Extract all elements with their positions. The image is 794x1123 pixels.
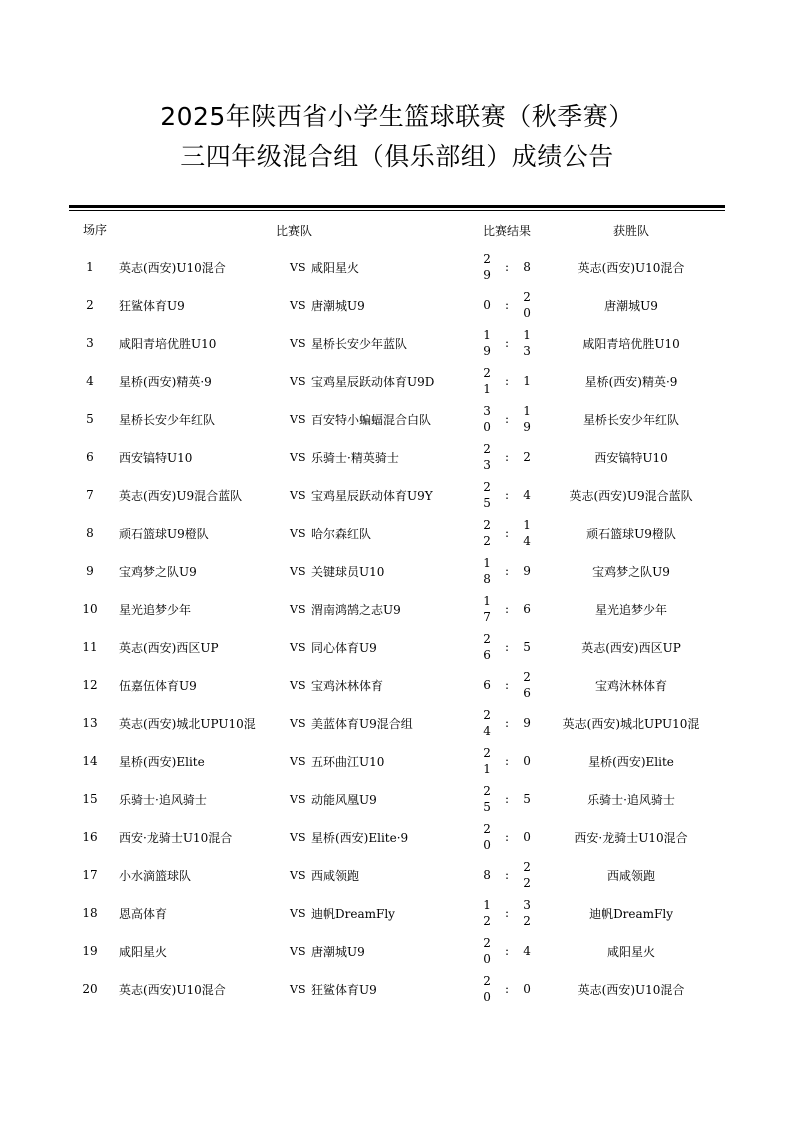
away-team: 关键球员U10 [311,564,385,579]
match-number: 11 [82,640,98,654]
home-score: 30 [483,404,491,434]
results-body [69,248,725,1008]
home-team: 恩高体育 [119,906,168,921]
vs-label: VS [290,602,306,616]
score-separator: : [504,412,510,426]
away-team: 狂鲨体育U9 [311,982,377,997]
table-row [69,742,725,780]
away-score: 20 [523,290,531,320]
score-separator: : [504,450,510,464]
score-separator: : [504,336,510,350]
away-score: 0 [523,830,531,844]
away-score: 13 [523,328,531,358]
home-score: 22 [483,518,491,548]
away-team: 同心体育U9 [311,640,377,655]
away-score: 19 [523,404,531,434]
score-separator: : [504,678,510,692]
match-number: 9 [86,564,94,578]
away-score: 4 [523,944,531,958]
home-team: 顽石篮球U9橙队 [119,526,209,541]
away-team: 唐潮城U9 [311,298,365,313]
header-index-label: 场序 [83,223,108,237]
vs-label: VS [290,336,306,350]
away-team: 哈尔森红队 [311,526,372,541]
match-number: 13 [82,716,98,730]
home-score: 25 [483,784,491,814]
winner-team: 英志(西安)城北UPU10混 [562,716,700,731]
table-row [69,894,725,932]
winner-team: 星光追梦少年 [595,602,668,617]
winner-team: 咸阳星火 [607,944,656,959]
away-score: 22 [523,860,531,890]
vs-label: VS [290,868,306,882]
home-team: 狂鲨体育U9 [119,298,185,313]
home-score: 19 [483,328,491,358]
score-separator: : [504,564,510,578]
home-team: 英志(西安)西区UP [119,640,219,655]
home-score: 20 [483,936,491,966]
away-team: 唐潮城U9 [311,944,365,959]
vs-label: VS [290,830,306,844]
winner-team: 宝鸡梦之队U9 [592,564,670,579]
away-team: 西咸领跑 [311,868,360,883]
away-team: 迪帆DreamFly [311,906,395,921]
home-score: 20 [483,822,491,852]
home-team: 星桥长安少年红队 [119,412,216,427]
match-number: 10 [82,602,98,616]
header-rule-thin [69,210,725,211]
table-row [69,362,725,400]
home-team: 星桥(西安)精英·9 [119,374,212,389]
away-score: 0 [523,754,531,768]
vs-label: VS [290,526,306,540]
table-row [69,514,725,552]
away-score: 1 [523,374,531,388]
score-separator: : [504,526,510,540]
match-number: 7 [86,488,94,502]
home-score: 18 [483,556,491,586]
home-team: 乐骑士·追风骑士 [119,792,207,807]
match-number: 4 [86,374,94,388]
vs-label: VS [290,716,306,730]
away-team: 乐骑士·精英骑士 [311,450,399,465]
table-row [69,628,725,666]
away-team: 宝鸡星辰跃动体育U9D [311,374,435,389]
home-team: 西安镐特U10 [119,450,193,465]
table-row [69,552,725,590]
score-separator: : [504,906,510,920]
match-number: 17 [82,868,98,882]
score-separator: : [504,792,510,806]
score-separator: : [504,982,510,996]
table-row [69,704,725,742]
home-score: 0 [483,298,491,312]
header-rule-thick [69,205,725,208]
page-subtitle: 三四年级混合组（俱乐部组）成绩公告 [180,142,614,171]
away-score: 2 [523,450,531,464]
header-result: 比赛结果 [483,223,532,238]
away-score: 8 [523,260,531,274]
match-number: 5 [86,412,94,426]
winner-team: 顽石篮球U9橙队 [586,526,676,541]
away-team: 咸阳星火 [311,260,360,275]
table-row [69,970,725,1008]
vs-label: VS [290,944,306,958]
home-score: 23 [483,442,491,472]
winner-team: 星桥(西安)Elite [588,754,674,769]
winner-team: 星桥(西安)精英·9 [584,374,678,389]
away-team: 星桥(西安)Elite·9 [311,830,409,845]
table-row [69,400,725,438]
vs-label: VS [290,792,306,806]
vs-label: VS [290,754,306,768]
score-separator: : [504,716,510,730]
home-score: 21 [483,746,491,776]
home-score: 8 [483,868,491,882]
home-score: 26 [483,632,491,662]
home-team: 西安·龙骑士U10混合 [119,830,233,845]
home-team: 英志(西安)城北UPU10混 [119,716,256,731]
vs-label: VS [290,488,306,502]
away-team: 星桥长安少年蓝队 [311,336,408,351]
table-row [69,780,725,818]
vs-label: VS [290,412,306,426]
away-team: 百安特小蝙蝠混合白队 [311,412,432,427]
match-number: 20 [82,982,98,996]
match-number: 12 [82,678,98,692]
table-row [69,476,725,514]
home-score: 25 [483,480,491,510]
home-team: 咸阳星火 [119,944,168,959]
match-number: 1 [86,260,94,274]
match-number: 14 [82,754,98,768]
table-row [69,438,725,476]
header-match: 比赛队 [276,223,313,238]
home-team: 英志(西安)U10混合 [119,260,226,275]
winner-team: 乐骑士·追风骑士 [587,792,675,807]
winner-team: 西安镐特U10 [594,450,668,465]
home-team: 小水滴篮球队 [119,868,192,883]
away-score: 0 [523,982,531,996]
match-number: 8 [86,526,94,540]
match-number: 18 [82,906,98,920]
header-winner: 获胜队 [613,223,650,238]
vs-label: VS [290,640,306,654]
table-header-row [69,212,725,248]
match-number: 6 [86,450,94,464]
table-row [69,590,725,628]
home-team: 英志(西安)U9混合蓝队 [119,488,243,503]
vs-label: VS [290,298,306,312]
winner-team: 星桥长安少年红队 [583,412,680,427]
away-team: 动能风凰U9 [311,792,377,807]
results-table [69,212,725,1008]
winner-team: 西安·龙骑士U10混合 [574,830,688,845]
home-score: 29 [483,252,491,282]
vs-label: VS [290,906,306,920]
home-score: 20 [483,974,491,1004]
away-score: 5 [523,792,531,806]
away-team: 渭南鸿鹄之志U9 [311,602,401,617]
match-number: 3 [86,336,94,350]
home-score: 21 [483,366,491,396]
page-title: 2025年陕西省小学生篮球联赛（秋季赛） [160,102,634,131]
away-team: 宝鸡沐林体育 [311,678,384,693]
home-score: 6 [483,678,491,692]
away-team: 宝鸡星辰跃动体育U9Y [311,488,433,503]
home-score: 12 [483,898,491,928]
winner-team: 宝鸡沐林体育 [595,678,668,693]
home-score: 17 [483,594,491,624]
score-separator: : [504,602,510,616]
vs-label: VS [290,678,306,692]
home-score: 24 [483,708,491,738]
vs-label: VS [290,260,306,274]
table-row [69,856,725,894]
vs-label: VS [290,564,306,578]
score-separator: : [504,260,510,274]
away-team: 五环曲江U10 [311,754,385,769]
away-score: 5 [523,640,531,654]
score-separator: : [504,868,510,882]
vs-label: VS [290,982,306,996]
away-score: 26 [523,670,531,700]
away-score: 9 [523,564,531,578]
score-separator: : [504,640,510,654]
score-separator: : [504,488,510,502]
score-separator: : [504,944,510,958]
away-team: 美蓝体育U9混合组 [311,716,413,731]
away-score: 4 [523,488,531,502]
winner-team: 迪帆DreamFly [589,906,673,921]
table-row [69,932,725,970]
home-team: 宝鸡梦之队U9 [119,564,197,579]
table-row [69,286,725,324]
home-team: 星光追梦少年 [119,602,192,617]
table-row [69,818,725,856]
winner-team: 咸阳青培优胜U10 [582,336,680,351]
score-separator: : [504,754,510,768]
away-score: 9 [523,716,531,730]
table-row [69,248,725,286]
winner-team: 英志(西安)U9混合蓝队 [569,488,693,503]
vs-label: VS [290,450,306,464]
table-row [69,324,725,362]
home-team: 伍嘉伍体育U9 [119,678,197,693]
winner-team: 西咸领跑 [607,868,656,883]
away-score: 14 [523,518,531,548]
score-separator: : [504,298,510,312]
match-number: 2 [86,298,94,312]
score-separator: : [504,830,510,844]
table-row [69,666,725,704]
winner-team: 英志(西安)U10混合 [577,982,685,997]
match-number: 19 [82,944,98,958]
match-number: 16 [82,830,98,844]
header-index [69,212,111,248]
winner-team: 英志(西安)西区UP [581,640,681,655]
winner-team: 唐潮城U9 [604,298,658,313]
away-score: 6 [523,602,531,616]
away-score: 32 [523,898,531,928]
score-separator: : [504,374,510,388]
match-number: 15 [82,792,98,806]
home-team: 咸阳青培优胜U10 [119,336,217,351]
vs-label: VS [290,374,306,388]
home-team: 星桥(西安)Elite [119,754,205,769]
winner-team: 英志(西安)U10混合 [577,260,685,275]
home-team: 英志(西安)U10混合 [119,982,226,997]
